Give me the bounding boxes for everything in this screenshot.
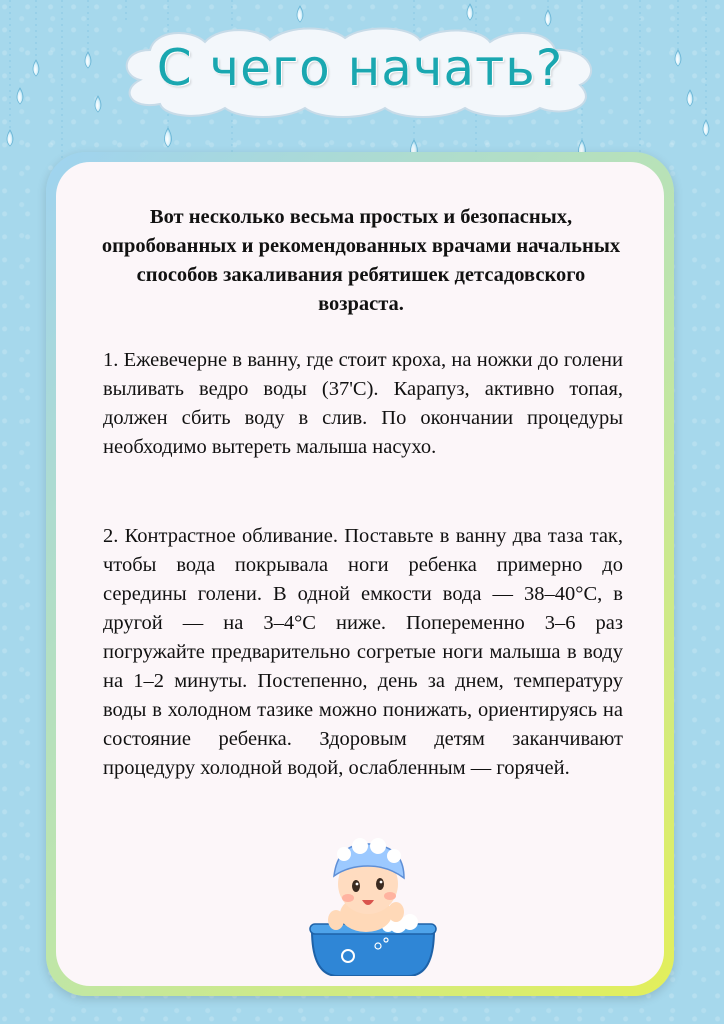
paragraph-2: 2. Контрастное обливание. Поставьте в ванну два таза так, чтобы вода покрывала ноги ребенка примерно до середины голени. В одной емкости вода — 38–40°С, в другой — на 3–4°С ниже. Попеременно 3–6 раз погружайте предварительно согретые ноги малыша в воду на 1–2 минуты. Постепенно, день за днем, температуру воды в холодном тазике можно понижать, ориентируясь на состояние ребенка. Здоровым детям заканчивают процедуру холодной водой, ослабленным — горячей. [103, 525, 623, 779]
baby-bath-illustration [308, 836, 438, 976]
page-title: С чего начать? [156, 39, 564, 97]
paragraph-1: 1. Ежевечерне в ванну, где стоит кроха, на ножки до голени выливать ведро воды (37'С). Карапуз, активно топая, должен сбить воду в слив. По окончании процедуры необходимо вытереть малыша насухо. [103, 349, 623, 458]
intro-text: Вот несколько весьма простых и безопасных, опробованных и рекомендованных врачами начальных способов закаливания ребятишек детсадовского возраста. [101, 206, 621, 315]
